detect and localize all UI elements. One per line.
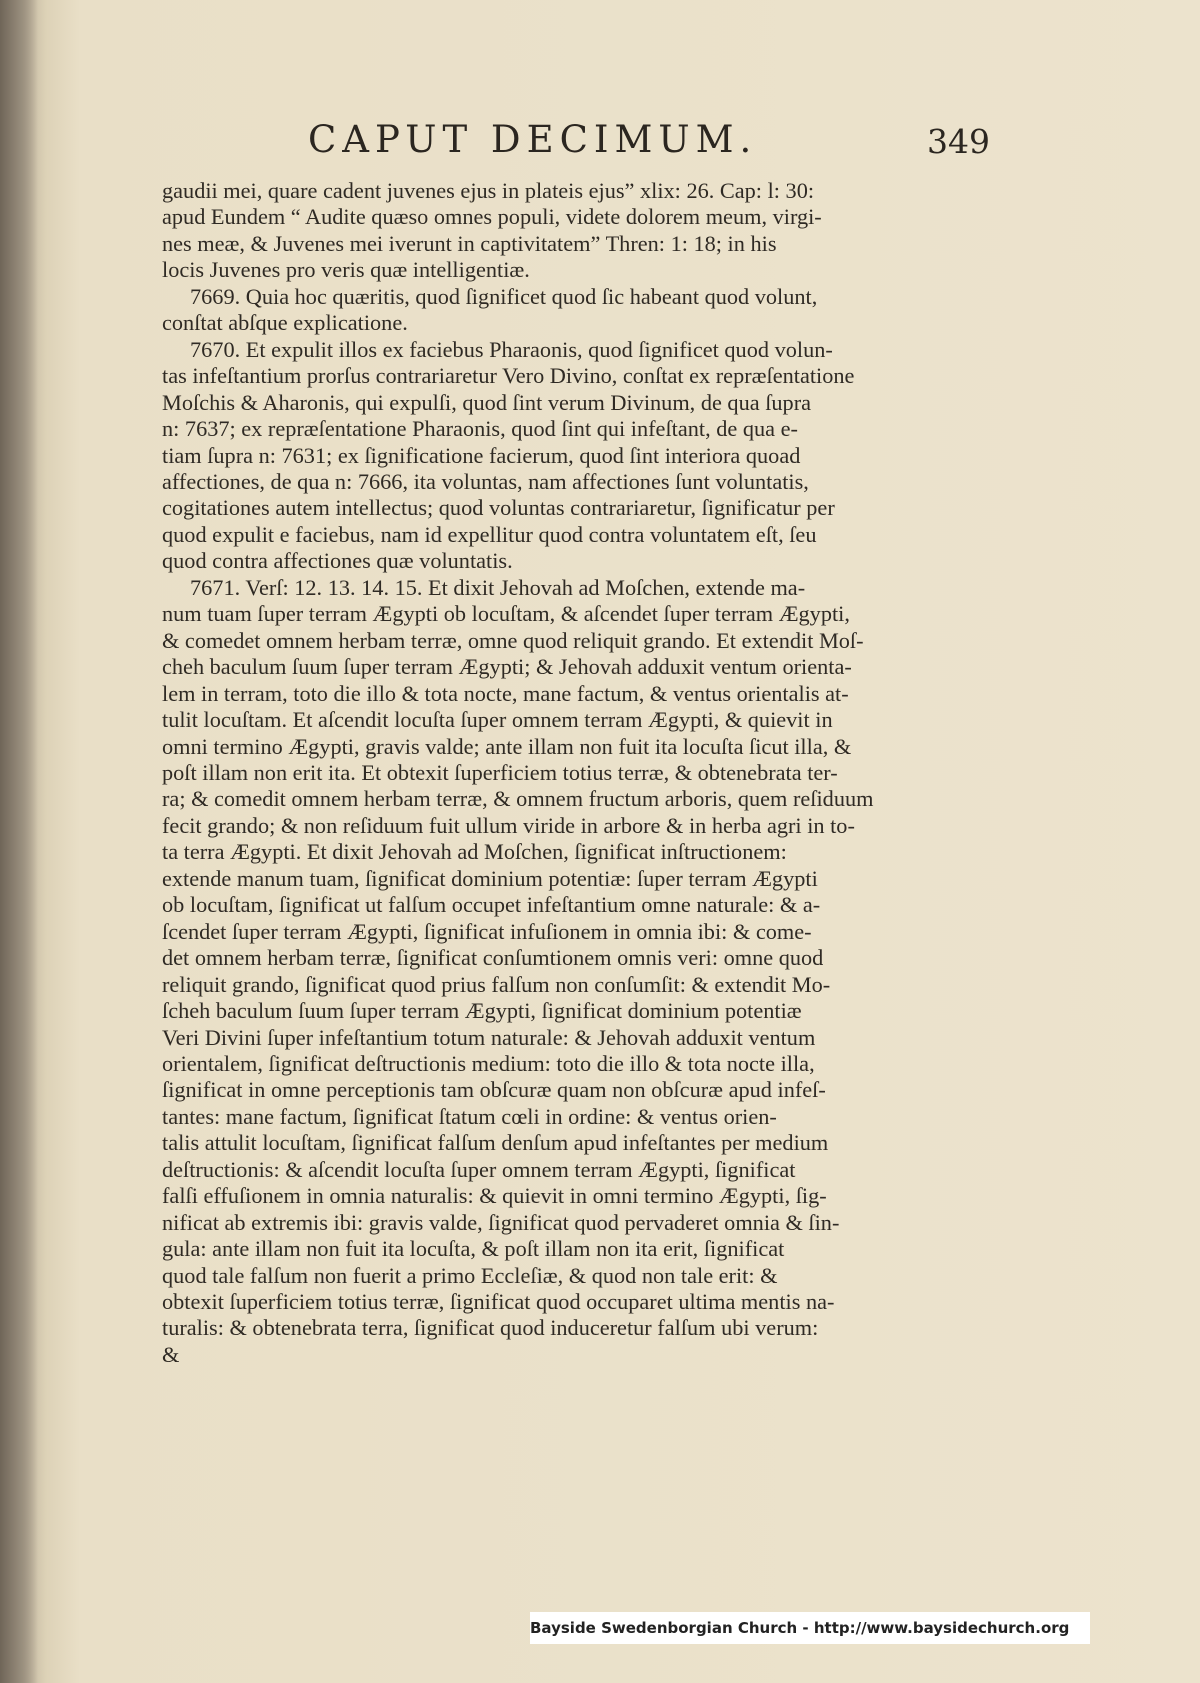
text-line: poſt illam non erit ita. Et obtexit ſuperficiem totius terræ, & obtenebrata ter-	[162, 759, 838, 785]
footer-credit-bar	[530, 1612, 1090, 1644]
text-line: tas infeſtantium prorſus contrariaretur Vero Divino, conſtat ex repræſentatione	[162, 363, 855, 389]
text-line: conſtat abſque explicatione.	[162, 310, 408, 336]
text-line: tulit locuſtam. Et aſcendit locuſta ſuper omnem terram Ægypti, & quievit in	[162, 707, 833, 733]
paragraph-7670-start: 7670. Et expulit illos ex faciebus Pharaonis, quod ſignificet quod volun-	[190, 336, 833, 362]
text-line: ſcendet ſuper terram Ægypti, ſignificat infuſionem in omnia ibi: & come-	[162, 918, 812, 944]
text-line: ob locuſtam, ſignificat ut falſum occupet infeſtantium omne naturale: & a-	[162, 892, 821, 918]
text-line: lem in terram, toto die illo & tota nocte, mane factum, & ventus orientalis at-	[162, 680, 849, 706]
text-line: cogitationes autem intellectus; quod voluntas contrariaretur, ſignificatur per	[162, 495, 835, 521]
text-line: quod tale falſum non fuerit a primo Eccleſiæ, & quod non tale erit: &	[162, 1262, 778, 1288]
text-line: orientalem, ſignificat deſtructionis medium: toto die illo & tota nocte illa,	[162, 1050, 815, 1076]
text-line: locis Juvenes pro veris quæ intelligentiæ.	[162, 257, 530, 283]
text-line: det omnem herbam terræ, ſignificat conſumtionem omnis veri: omne quod	[162, 945, 824, 971]
text-line: & comedet omnem herbam terræ, omne quod reliquit grando. Et extendit Moſ-	[162, 627, 864, 653]
page-gutter-shadow	[0, 0, 38, 1683]
text-line: ta terra Ægypti. Et dixit Jehovah ad Moſchen, ſignificat inſtructionem:	[162, 839, 787, 865]
text-line: quod contra affectiones quæ voluntatis.	[162, 548, 513, 574]
text-line: fecit grando; & non reſiduum fuit ullum viride in arbore & in herba agri in to-	[162, 812, 855, 838]
text-line: ſcheh baculum ſuum ſuper terram Ægypti, ſignificat dominium potentiæ	[162, 998, 802, 1024]
running-head: CAPUT DECIMUM.	[308, 118, 758, 161]
text-line: falſi effuſionem in omnia naturalis: & quievit in omni termino Ægypti, ſig-	[162, 1183, 827, 1209]
footer-credit: Bayside Swedenborgian Church - http://www.baysidechurch.org	[530, 1619, 1070, 1637]
paragraph-7669-start: 7669. Quia hoc quæritis, quod ſignificet quod ſic habeant quod volunt,	[190, 283, 818, 309]
text-line: extende manum tuam, ſignificat dominium potentiæ: ſuper terram Ægypti	[162, 865, 818, 891]
text-line: obtexit ſuperficiem totius terræ, ſignificat quod occuparet ultima mentis na-	[162, 1289, 835, 1315]
page-header	[160, 118, 990, 172]
text-line: gula: ante illam non fuit ita locuſta, & poſt illam non ita erit, ſignificat	[162, 1236, 785, 1262]
text-line: &	[162, 1341, 180, 1367]
text-line: ſignificat in omne perceptionis tam obſcuræ quam non obſcuræ apud infeſ-	[162, 1077, 826, 1103]
text-line: quod expulit e faciebus, nam id expellitur quod contra voluntatem eſt, ſeu	[162, 521, 817, 547]
text-line: Veri Divini ſuper infeſtantium totum naturale: & Jehovah adduxit ventum	[162, 1024, 816, 1050]
text-line: turalis: & obtenebrata terra, ſignificat quod induceretur falſum ubi verum:	[162, 1315, 819, 1341]
text-line: tantes: mane factum, ſignificat ſtatum cœli in ordine: & ventus orien-	[162, 1103, 777, 1129]
text-line: cheh baculum ſuum ſuper terram Ægypti; & Jehovah adduxit ventum orienta-	[162, 654, 852, 680]
text-line: nes meæ, & Juvenes mei iverunt in captivitatem” Thren: 1: 18; in his	[162, 230, 777, 256]
paragraph-7671-start: 7671. Verſ: 12. 13. 14. 15. Et dixit Jehovah ad Moſchen, extende ma-	[190, 574, 806, 600]
text-line: ra; & comedit omnem herbam terræ, & omnem fructum arboris, quem reſiduum	[162, 786, 874, 812]
text-line: reliquit grando, ſignificat quod prius falſum non conſumſit: & extendit Mo-	[162, 971, 831, 997]
text-line: n: 7637; ex repræſentatione Pharaonis, quod ſint qui infeſtant, de qua e-	[162, 416, 798, 442]
text-line: apud Eundem “ Audite quæso omnes populi, videte dolorem meum, virgi-	[162, 204, 822, 230]
page-number: 349	[927, 122, 990, 161]
text-line: deſtructionis: & aſcendit locuſta ſuper omnem terram Ægypti, ſignificat	[162, 1156, 796, 1182]
text-line: tiam ſupra n: 7631; ex ſignificatione facierum, quod ſint interiora quoad	[162, 442, 801, 468]
text-line: omni termino Ægypti, gravis valde; ante illam non fuit ita locuſta ſicut illa, &	[162, 733, 852, 759]
text-line: num tuam ſuper terram Ægypti ob locuſtam, & aſcendet ſuper terram Ægypti,	[162, 601, 850, 627]
text-line: gaudii mei, quare cadent juvenes ejus in plateis ejus” xlix: 26. Cap: l: 30:	[162, 178, 815, 203]
text-line: Moſchis & Aharonis, qui expulſi, quod ſint verum Divinum, de qua ſupra	[162, 389, 812, 415]
text-line: talis attulit locuſtam, ſignificat falſum denſum apud infeſtantes per medium	[162, 1130, 829, 1156]
text-line: affectiones, de qua n: 7666, ita voluntas, nam affectiones ſunt voluntatis,	[162, 468, 809, 494]
body-text	[162, 178, 994, 1368]
text-line: nificat ab extremis ibi: gravis valde, ſignificat quod pervaderet omnia & ſin-	[162, 1209, 840, 1235]
